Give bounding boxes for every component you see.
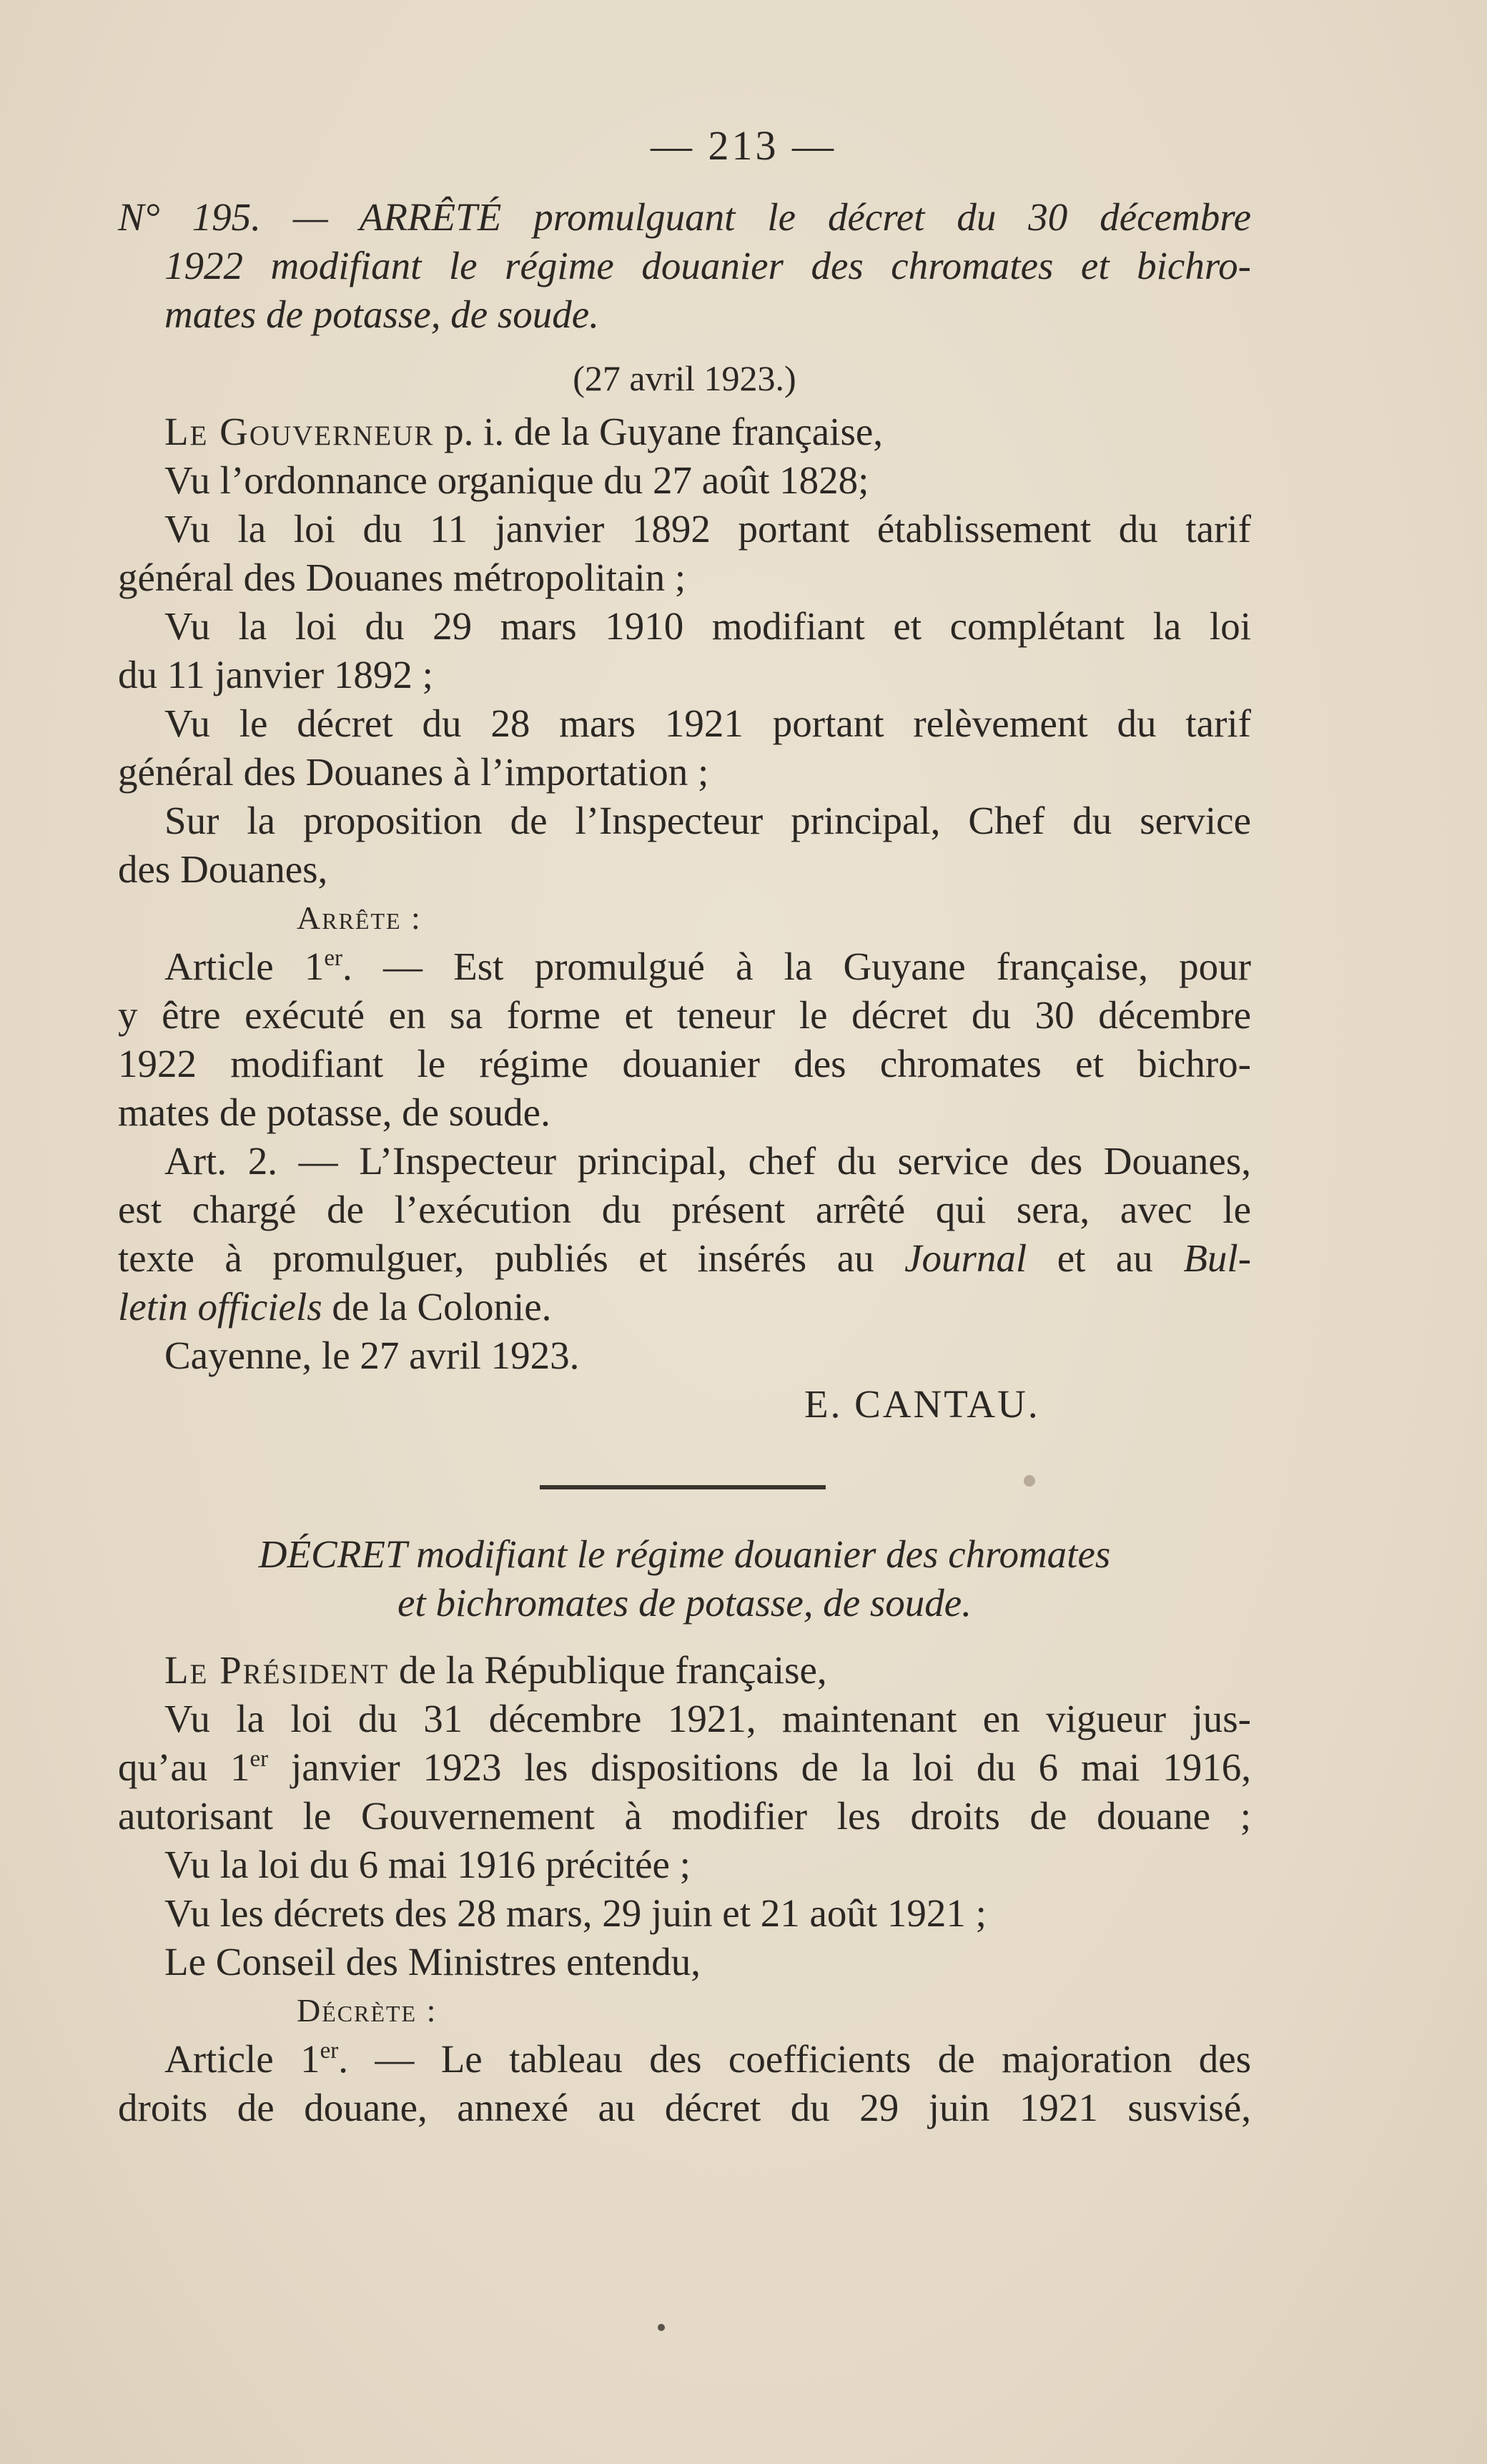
sur-proposition-cont: des Douanes, (118, 847, 328, 891)
arrete-heading-line: mates de potasse, de soude. (164, 292, 599, 336)
arrete-article-1-line: 1922 modifiant le régime douanier des chromates et bichro- (118, 1042, 1251, 1085)
decret-heading (118, 1530, 1251, 1627)
place-date: Cayenne, le 27 avril 1923. (164, 1334, 580, 1377)
gouverneur-line (118, 408, 1251, 456)
conseil-line: Le Conseil des Ministres entendu, (164, 1940, 701, 1983)
gouverneur-prefix: Le Gouverneur (164, 410, 435, 453)
vu-decret-1921-cont: général des Douanes à l’importation ; (118, 750, 709, 794)
article-1-prefix: Article 1 (164, 945, 325, 988)
decret-heading-line: et bichromates de potasse, de soude. (397, 1581, 972, 1625)
article-2-text: texte à promulguer, publiés et insérés au (118, 1236, 905, 1280)
journal-title: Journal (904, 1236, 1027, 1280)
arrete-article-1-line: y être exécuté en sa forme et teneur le décret du 30 décembre (118, 993, 1251, 1037)
article-1-sup: er (324, 945, 343, 972)
arrete-article-1-line: mates de potasse, de soude. (118, 1090, 550, 1134)
bulletin-title: Bul- (1183, 1236, 1252, 1280)
arrete-label: Arrête : (297, 900, 422, 936)
vu-loi-1910-cont: du 11 janvier 1892 ; (118, 653, 433, 696)
decret-heading-line (118, 1530, 1251, 1579)
arrete-article-2-line (118, 1283, 1251, 1331)
signature: E. CANTAU. (804, 1382, 1040, 1426)
president-rest: de la République française, (389, 1648, 827, 1692)
arrete-article-2: Art. 2. — L’Inspecteur principal, chef du service des Douanes, (164, 1139, 1251, 1183)
arrete-heading-line: N° 195. — ARRÊTÉ promulguant le décret du 30 décembre (118, 195, 1251, 239)
arrete-date: (27 avril 1923.) (573, 358, 796, 398)
decret-article-1-line: droits de douane, annexé au décret du 29 juin 1921 susvisé, (118, 2086, 1251, 2129)
vu-loi-1921-sup: er (250, 1746, 269, 1773)
vu-loi-1916: Vu la loi du 6 mai 1916 précitée ; (164, 1843, 691, 1886)
vu-ordonnance: Vu l’ordonnance organique du 27 août 1828; (164, 458, 869, 502)
vu-loi-1921-text: qu’au 1 (118, 1745, 250, 1789)
article-1-prefix: Article 1 (164, 2037, 320, 2081)
vu-decret-1921: Vu le décret du 28 mars 1921 portant relèvement du tarif (164, 701, 1251, 745)
article-1-text: . — Le tableau des coefficients de majoration des (338, 2037, 1252, 2081)
sur-proposition: Sur la proposition de l’Inspecteur principal, Chef du service (164, 799, 1251, 842)
vu-loi-1921-cont (118, 1743, 1251, 1792)
article-2-text: de la Colonie. (322, 1285, 552, 1329)
decret-title: DÉCRET (258, 1532, 407, 1576)
page-number: — 213 — (651, 122, 836, 169)
vu-loi-1892-cont: général des Douanes métropolitain ; (118, 556, 686, 599)
decret-body (118, 1646, 1251, 2132)
president-line (118, 1646, 1251, 1695)
arrete-article-2-line (118, 1234, 1251, 1283)
vu-loi-1921-text: janvier 1923 les dispositions de la loi du 6 mai 1916, (268, 1745, 1251, 1789)
arrete-article-1 (118, 942, 1251, 991)
paper-speck (658, 2324, 665, 2331)
bulletin-title-cont: letin officiels (118, 1285, 322, 1329)
section-divider (540, 1485, 826, 1489)
paper-speck (1024, 1475, 1035, 1487)
article-1-text: . — Est promulgué à la Guyane française, pour (342, 945, 1251, 988)
arrete-article-2-line: est chargé de l’exécution du présent arrêté qui sera, avec le (118, 1188, 1251, 1231)
vu-loi-1892: Vu la loi du 11 janvier 1892 portant établissement du tarif (164, 507, 1251, 551)
decret-heading-text: modifiant le régime douanier des chromates (406, 1532, 1111, 1576)
arrete-body (118, 408, 1251, 1429)
article-1-sup: er (320, 2038, 339, 2064)
decrete-label: Décrète : (297, 1992, 438, 2029)
vu-decrets-1921: Vu les décrets des 28 mars, 29 juin et 21 août 1921 ; (164, 1891, 987, 1935)
vu-loi-1921: Vu la loi du 31 décembre 1921, maintenant en vigueur jus- (164, 1697, 1251, 1740)
vu-loi-1910: Vu la loi du 29 mars 1910 modifiant et complétant la loi (164, 604, 1251, 648)
article-2-text: et au (1027, 1236, 1184, 1280)
president-prefix: Le Président (164, 1648, 390, 1692)
arrete-heading-line: 1922 modifiant le régime douanier des chromates et bichro- (164, 244, 1251, 287)
vu-loi-1921-cont: autorisant le Gouvernement à modifier les droits de douane ; (118, 1794, 1251, 1838)
arrete-heading (118, 193, 1251, 339)
decret-article-1 (118, 2035, 1251, 2084)
gouverneur-rest: p. i. de la Guyane française, (434, 410, 884, 453)
